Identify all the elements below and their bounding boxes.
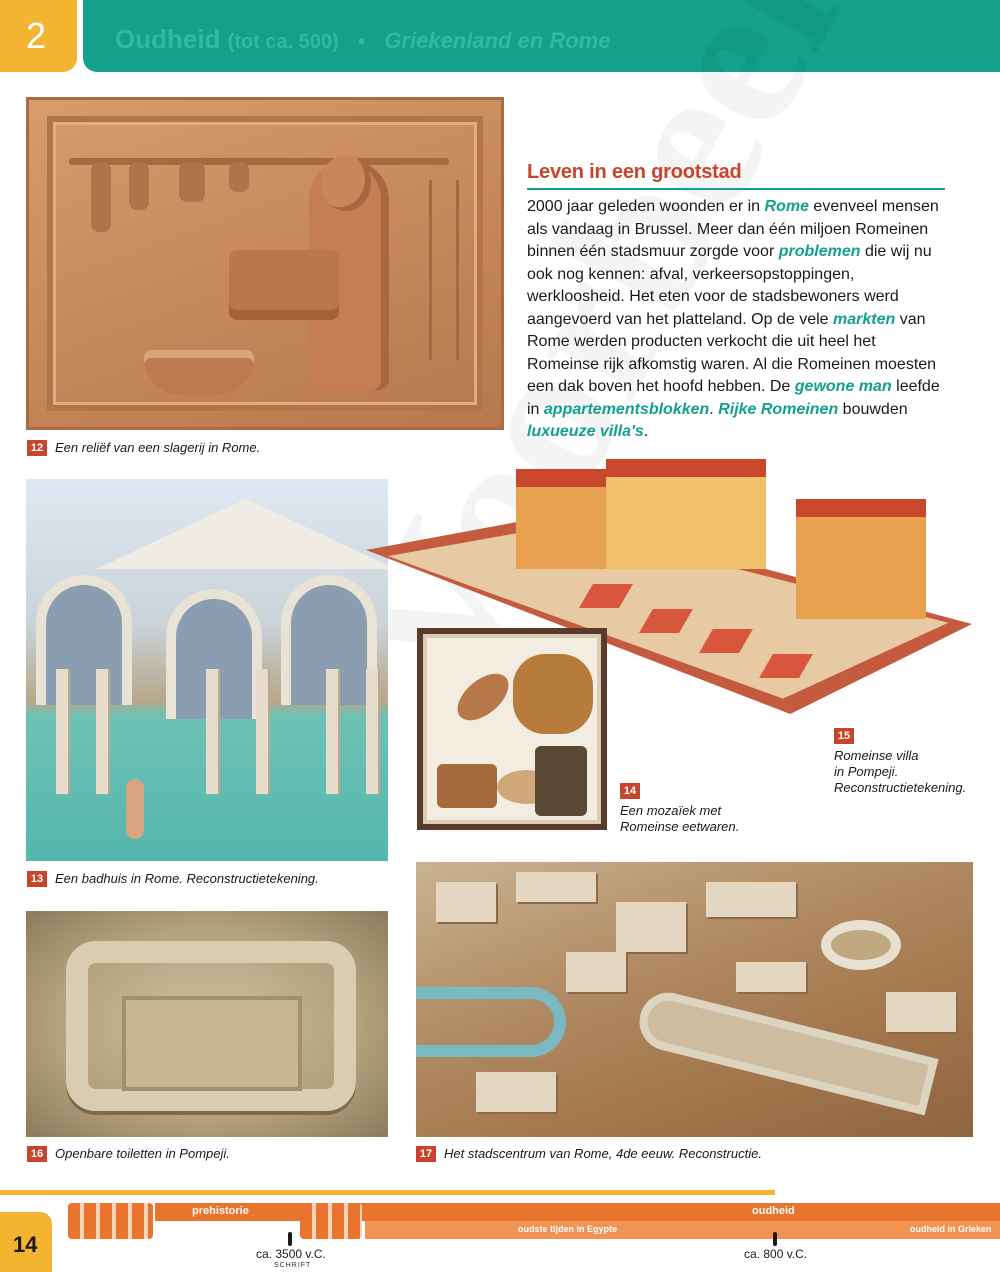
timeline-hatch	[300, 1203, 362, 1239]
figure-14-caption	[620, 782, 739, 835]
header-topic: Griekenland en Rome	[384, 28, 611, 53]
header-bar	[83, 0, 1000, 72]
keyword: gewone man	[794, 378, 892, 395]
timeline-marker	[773, 1232, 777, 1246]
timeline-sub-label: oudste tijden in Egypte	[518, 1224, 618, 1234]
timeline-sub-bar	[365, 1221, 1000, 1239]
timeline-hatch	[68, 1203, 153, 1239]
caption-line: Reconstructietekening.	[834, 780, 967, 795]
keyword: Rome	[764, 198, 809, 215]
keyword: markten	[833, 310, 896, 328]
page-number: 14	[13, 1232, 38, 1257]
keyword: problemen	[778, 243, 861, 260]
figure-17-caption	[416, 1146, 762, 1162]
body-text-segment: bouwden	[838, 400, 908, 418]
header-period-range: (tot ca. 500)	[227, 31, 339, 53]
public-toilets-image	[26, 911, 388, 1137]
header-separator: •	[358, 31, 366, 53]
keyword: appartementsblokken	[543, 400, 710, 418]
body-text-segment: evenveel mensen als vandaag in Brussel. Meer dan één miljoen Romeinen binnen één stadsmuur zorgde voor	[527, 198, 939, 260]
keyword: Rijke Romeinen	[718, 400, 839, 418]
rome-city-image	[416, 862, 973, 1137]
keyword: luxueuze villa's	[527, 423, 644, 440]
caption-text: Een badhuis in Rome. Reconstructietekening.	[55, 871, 319, 886]
section-title: Leven in een grootstad	[527, 161, 742, 183]
page-number-tab	[0, 1212, 52, 1272]
figure-number: 17	[416, 1146, 436, 1162]
figure-12-caption	[27, 440, 260, 456]
mosaic-image	[417, 628, 607, 830]
body-text-segment: leefde in	[527, 378, 940, 418]
chapter-tab	[0, 0, 77, 72]
timeline-era-bar	[155, 1203, 1000, 1221]
body-text-segment: .	[709, 400, 719, 418]
caption-line: in Pompeji.	[834, 764, 899, 779]
timeline-era-label: oudheid	[752, 1205, 795, 1217]
timeline-date: ca. 800 v.C.	[744, 1247, 808, 1261]
figure-number: 14	[620, 783, 640, 799]
body-text-segment: van Rome werden producten verkocht die uit heel het Romeinse rijk afkomstig waren. Al die Romeinen moesten een dak boven het hoofd hebben. De	[527, 310, 937, 395]
body-text-segment: die wij nu ook nog kennen: afval, verkeersopstoppingen, werkloosheid. Het eten voor de stadsbewoners werd aangevoerd van het platteland. Op de vele	[527, 243, 932, 328]
timeline-era-label: prehistorie	[192, 1205, 249, 1217]
caption-text: Het stadscentrum van Rome, 4de eeuw. Reconstructie.	[444, 1146, 762, 1161]
caption-line: Romeinse villa	[834, 748, 919, 763]
body-text-segment: 2000 jaar geleden woonden er in	[527, 198, 765, 215]
figure-13-caption	[27, 871, 319, 887]
header-title	[115, 24, 611, 55]
figure-number: 15	[834, 728, 854, 744]
title-divider	[527, 188, 945, 190]
figure-number: 13	[27, 871, 47, 887]
timeline-date-note: SCHRIFT	[274, 1262, 312, 1269]
figure-16-caption	[27, 1146, 230, 1162]
bath-house-image	[26, 479, 388, 861]
body-text	[527, 196, 952, 444]
timeline-marker	[288, 1232, 292, 1246]
chapter-number: 2	[26, 15, 47, 56]
timeline-sub-label: oudheid in Grieken	[910, 1224, 992, 1234]
relief-butcher-image	[26, 97, 504, 430]
caption-line: Romeinse eetwaren.	[620, 819, 740, 834]
timeline-date: ca. 3500 v.C.	[256, 1247, 326, 1261]
timeline-top-line	[0, 1190, 775, 1195]
caption-text: Openbare toiletten in Pompeji.	[55, 1146, 230, 1161]
figure-15-caption	[834, 727, 966, 796]
figure-number: 12	[27, 440, 47, 456]
figure-number: 16	[27, 1146, 47, 1162]
body-text-segment: .	[643, 423, 649, 440]
caption-line: Een mozaïek met	[620, 803, 722, 818]
header-period: Oudheid	[115, 24, 221, 54]
caption-text: Een reliëf van een slagerij in Rome.	[55, 440, 261, 455]
